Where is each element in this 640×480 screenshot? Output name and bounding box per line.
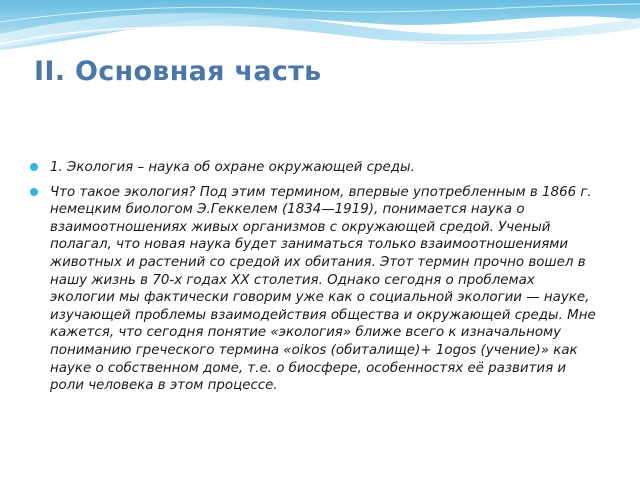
slide-title: II. Основная часть: [34, 56, 322, 87]
bullet-text: 1. Экология – наука об охране окружающей среды.: [50, 160, 415, 175]
bullet-icon: [30, 188, 38, 196]
bullet-icon: [30, 163, 38, 171]
bullet-list: [30, 159, 602, 402]
bullet-item: [30, 184, 602, 395]
bullet-item: [30, 159, 602, 177]
header-wave-decoration: [0, 0, 640, 60]
bullet-text: Что такое экология? Под этим термином, впервые употребленным в 1866 г. немецким биологом Э.Геккелем (1834—1919), понимается наука о взаимоотношениях живых организмов с окружающей средой. Ученый полагал, что новая наука будет заниматься только взаимоотношениями животных и растений со средой их обитания. Этот термин прочно вошел в нашу жизнь в 70-х годах XX столетия. Однако сегодня о проблемах экологии мы фактически говорим уже как о социальной экологии — науке, изучающей проблемы взаимодействия общества и окружающей среды. Мне кажется, что сегодня понятие «экология» ближе всего к изначальному пониманию греческого термина «oikos (обиталище)+ 1ogos (учение)» как науке о собственном доме, т.е. о биосфере, особенностях её развития и роли человека в этом процессе.: [50, 184, 596, 394]
